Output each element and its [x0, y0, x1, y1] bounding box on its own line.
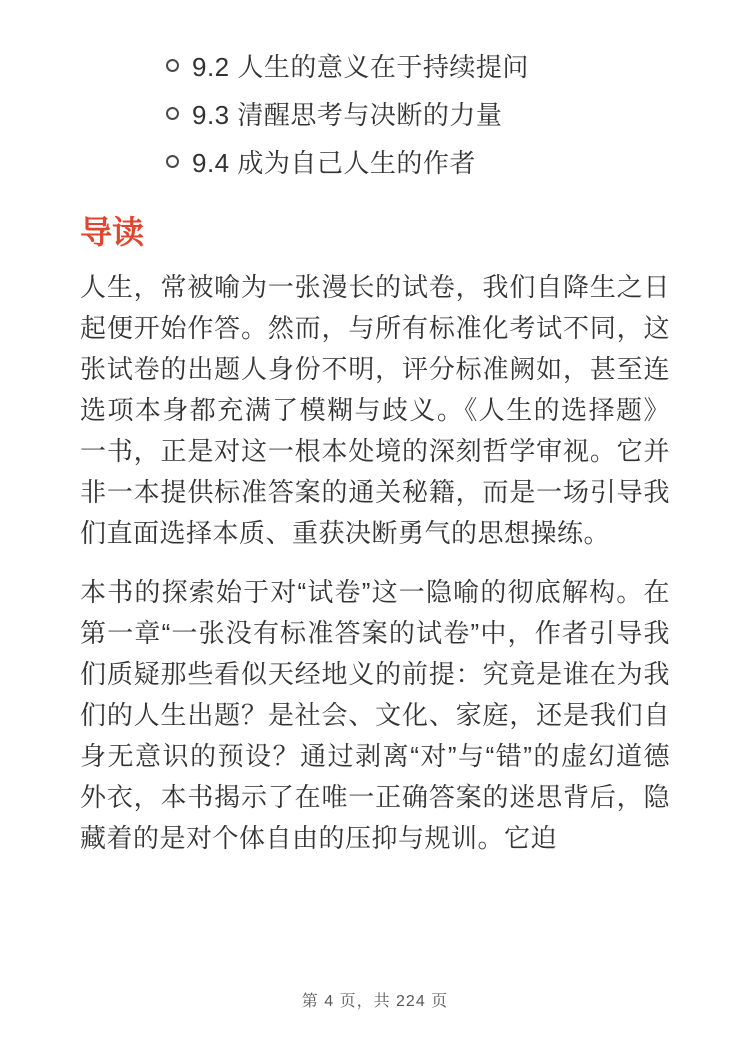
section-heading-daodu: 导读 [80, 214, 145, 250]
paragraph-1: 人生，常被喻为一张漫长的试卷，我们自降生之日起便开始作答。然而，与所有标准化考试不同，这张试卷的出题人身份不明，评分标准阙如，甚至连选项本身都充满了模糊与歧义。《人生的选择题》一书，正是对这一根本处境的深刻哲学审视。它并非一本提供标准答案的通关秘籍，而是一场引导我们直面选择本质、重获决断勇气的思想操练。 [80, 272, 670, 548]
page-indicator: 第 4 页，共 224 页 [301, 993, 449, 1010]
toc-item-9-3 [166, 89, 670, 137]
circle-bullet-icon [166, 59, 179, 72]
toc-item-label: 9.2 人生的意义在于持续提问 [192, 51, 529, 82]
toc-item-9-4 [166, 137, 670, 185]
toc-item-label: 9.3 清醒思考与决断的力量 [192, 99, 503, 130]
toc-item-label: 9.4 成为自己人生的作者 [192, 147, 476, 178]
paragraph-2: 本书的探索始于对“试卷”这一隐喻的彻底解构。在第一章“一张没有标准答案的试卷”中，作者引导我们质疑那些看似天经地义的前提：究竟是谁在为我们的人生出题？是社会、文化、家庭，还是我们自身无意识的预设？通过剥离“对”与“错”的虚幻道德外衣，本书揭示了在唯一正确答案的迷思背后，隐藏着的是对个体自由的压抑与规训。它迫 [80, 577, 670, 853]
document-page [0, 41, 750, 859]
toc-list [80, 41, 670, 185]
circle-bullet-icon [166, 155, 179, 168]
circle-bullet-icon [166, 107, 179, 120]
toc-item-9-2 [166, 41, 670, 89]
